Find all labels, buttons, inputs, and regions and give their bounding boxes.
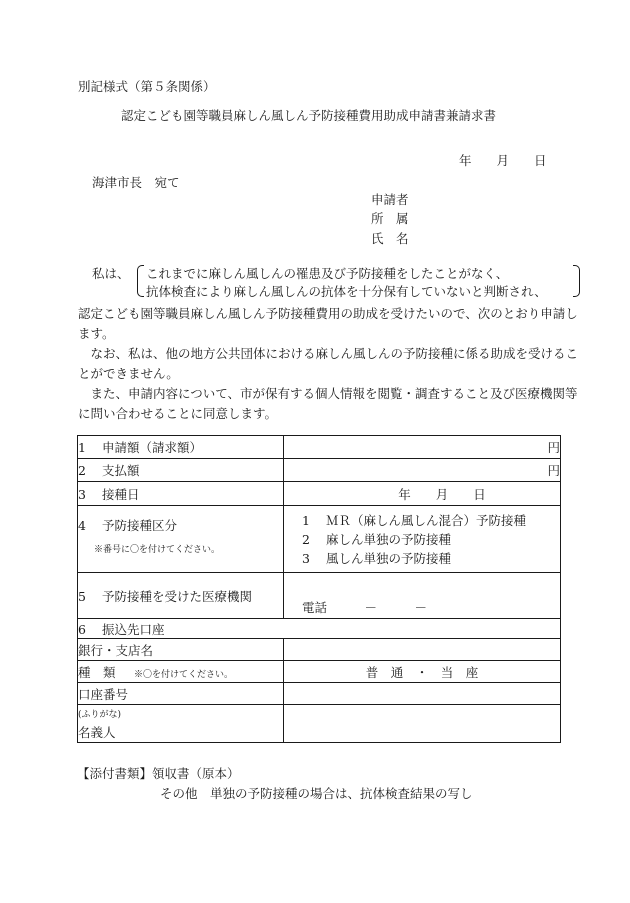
row-payment-amount <box>78 459 561 482</box>
account-number-label: 口座番号 <box>78 683 284 705</box>
vaccination-date-label: 接種日 <box>102 486 140 502</box>
bank-account-label: 振込先口座 <box>102 621 165 637</box>
row-account-number <box>78 683 561 705</box>
declaration-paragraph-3: また、申請内容について、市が保有する個人情報を閲覧・調査すること及び医療機関等に問い合わせることに同意します。 <box>78 386 578 421</box>
vaccination-date-field[interactable] <box>284 482 561 506</box>
payment-amount-field[interactable] <box>284 459 561 482</box>
date-placeholder: 年 月 日 <box>398 486 486 502</box>
row-number: 1 <box>78 440 86 455</box>
row-number: 6 <box>78 621 86 637</box>
addressee: 海津市長 宛て <box>92 175 180 190</box>
account-holder-field[interactable] <box>284 705 561 743</box>
account-number-field[interactable] <box>284 683 561 705</box>
vaccination-type-label: 予防接種区分 <box>102 518 178 533</box>
application-amount-field[interactable] <box>284 436 561 459</box>
attachment-other: その他 単独の予防接種の場合は、抗体検査結果の写し <box>160 786 473 801</box>
declaration-body <box>78 304 586 424</box>
account-type-field[interactable] <box>284 661 561 683</box>
account-type-note: ※〇を付けてください。 <box>134 669 234 680</box>
application-amount-label: 申請額（請求額） <box>102 440 203 455</box>
phone-line: 電話 － － <box>302 600 428 615</box>
vaccination-type-options[interactable] <box>284 506 561 573</box>
attachment-receipt: 領収書（原本） <box>152 766 240 781</box>
name-label: 氏 名 <box>371 231 409 246</box>
row-bank-account-header <box>78 619 561 639</box>
row-application-amount <box>78 436 561 459</box>
option-measles[interactable]: 2 麻しん単独の予防接種 <box>302 531 452 547</box>
bracket-line-1: これまでに麻しん風しんの罹患及び予防接種をしたことがなく、 <box>146 266 509 281</box>
application-table <box>77 435 561 743</box>
form-reference: 別記様式（第５条関係） <box>78 79 216 94</box>
option-mr[interactable]: 1 ＭＲ（麻しん風しん混合）予防接種 <box>302 512 527 528</box>
row-vaccination-date <box>78 482 561 506</box>
date-line: 年 月 日 <box>459 153 547 168</box>
row-number: 2 <box>78 463 86 478</box>
document-title: 認定こども園等職員麻しん風しん予防接種費用助成申請書兼請求書 <box>121 108 497 123</box>
payment-amount-label: 支払額 <box>102 463 140 478</box>
row-number: 4 <box>78 518 86 533</box>
row-medical-institution <box>78 573 561 619</box>
account-type-options: 普 通 ・ 当 座 <box>365 664 479 680</box>
declaration-paragraph-1: 認定こども園等職員麻しん風しん予防接種費用の助成を受けたいので、次のとおり申請します。 <box>78 306 578 341</box>
option-rubella[interactable]: 3 風しん単独の予防接種 <box>302 550 452 566</box>
account-type-label: 種 類 <box>78 664 116 680</box>
row-bank-name <box>78 639 561 661</box>
row-number: 5 <box>78 588 86 604</box>
row-vaccination-type <box>78 506 561 573</box>
affiliation-label: 所 属 <box>371 211 409 226</box>
declaration-prefix: 私は、 <box>92 266 130 281</box>
row-account-type <box>78 661 561 683</box>
yen-unit: 円 <box>547 463 560 478</box>
applicant-label: 申請者 <box>371 192 409 207</box>
row-number: 3 <box>78 486 86 502</box>
attachments-line-1 <box>77 766 240 782</box>
bank-branch-label: 銀行・支店名 <box>78 639 284 661</box>
row-account-holder <box>78 705 561 743</box>
declaration-paragraph-2: なお、私は、他の地方公共団体における麻しん風しんの予防接種に係る助成を受けることができません。 <box>78 346 579 381</box>
attachments-label: 【添付書類】 <box>77 766 153 781</box>
left-bracket <box>137 265 144 297</box>
circle-number-note: ※番号に〇を付けてください。 <box>94 545 221 555</box>
account-holder-label: 名義人 <box>78 724 116 740</box>
medical-institution-label: 予防接種を受けた医療機関 <box>102 588 253 604</box>
medical-institution-field[interactable] <box>284 573 561 619</box>
furigana-label: (ふりがな) <box>78 709 122 720</box>
bracket-line-2: 抗体検査により麻しん風しんの抗体を十分保有していないと判断され、 <box>146 284 547 299</box>
yen-unit: 円 <box>547 440 560 455</box>
bank-branch-field[interactable] <box>284 639 561 661</box>
right-bracket <box>573 265 580 297</box>
